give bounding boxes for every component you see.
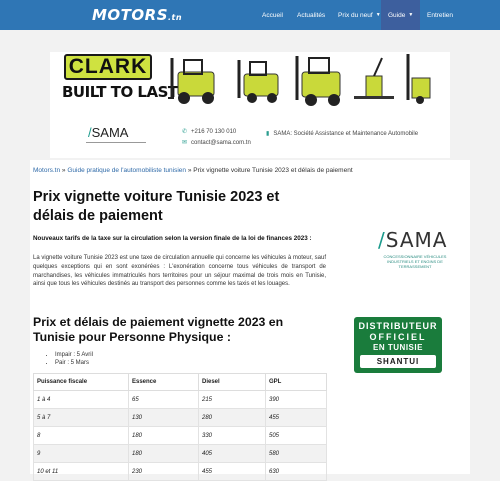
table-cell: 1 à 4 <box>34 391 129 409</box>
clark-ad-banner[interactable] <box>50 52 450 122</box>
forklift-illustrations <box>168 52 448 122</box>
phone-icon: ✆ <box>182 129 188 135</box>
shantui-ad-line: DISTRIBUTEUR <box>358 321 438 331</box>
section-heading: Prix et délais de paiement vignette 2023 en Tunisie pour Personne Physique : <box>33 315 284 344</box>
table-cell: 9 <box>34 445 129 463</box>
table-header-row <box>34 374 327 391</box>
top-navigation-bar <box>0 0 500 30</box>
shantui-ad-line: OFFICIEL <box>369 332 427 342</box>
breadcrumb-current: Prix vignette voiture Tunisie 2023 et délais de paiement <box>193 167 353 174</box>
sama-sidebar-ad[interactable] <box>348 228 448 268</box>
table-row <box>34 427 327 445</box>
phone-number: ✆ +216 70 130 010 <box>182 129 237 135</box>
table-cell: 130 <box>129 409 199 427</box>
table-cell: 215 <box>199 391 266 409</box>
shantui-ad-line: EN TUNISIE <box>373 343 423 352</box>
chevron-down-icon: ▼ <box>408 12 414 18</box>
breadcrumb-separator: » <box>61 167 66 174</box>
table-row <box>34 463 327 481</box>
page-title: Prix vignette voiture Tunisie 2023 et délais de paiement <box>33 189 280 224</box>
table-row <box>34 445 327 463</box>
forklift-icon <box>239 60 278 103</box>
table-row <box>34 391 327 409</box>
nav-prix-du-neuf[interactable]: Prix du neuf ▼ <box>338 11 381 19</box>
article-paragraph: La vignette voiture Tunisie 2023 est une taxe de circulation annuelle qui concerne les véhicules à moteur, sauf quelques exceptions qui en sont exonérées : L'exonération concerne tous véhicules de transport de marchandises, les véhicules immatriculés hors territoires pour un séjour maximal de trois mois en Tunisie, ainsi que tous les véhicules destinés au transport des personnes comme les taxis et les louages. <box>33 255 326 288</box>
breadcrumb-home-link[interactable]: Motors.tn <box>33 167 61 174</box>
table-cell: 180 <box>129 445 199 463</box>
contact-strip <box>50 122 450 158</box>
table-cell: 630 <box>266 463 327 481</box>
payment-deadlines-list <box>55 351 93 367</box>
sama-ad-caption: CONCESSIONNAIRE VÉHICULES INDUSTRIELS ET ENGINS DE TERRASSEMENT <box>383 254 447 269</box>
sama-logo-underline <box>86 142 146 148</box>
table-cell: 10 et 11 <box>34 463 129 481</box>
email-address[interactable]: ✉ contact@sama.com.tn <box>182 140 251 146</box>
company-icon: ▮ <box>266 131 270 137</box>
nav-actualites[interactable]: Actualités <box>297 11 326 19</box>
column-header: Puissance fiscale <box>34 374 129 391</box>
table-row <box>34 409 327 427</box>
table-cell: 65 <box>129 391 199 409</box>
table-cell: 8 <box>34 427 129 445</box>
breadcrumb <box>33 167 353 174</box>
forklift-icon <box>168 58 214 104</box>
table-cell: 330 <box>199 427 266 445</box>
column-header: GPL <box>266 374 327 391</box>
table-cell: 455 <box>199 463 266 481</box>
column-header: Diesel <box>199 374 266 391</box>
site-logo[interactable]: MOTORS.tn <box>92 6 183 24</box>
pallet-truck-icon <box>354 58 394 99</box>
list-item: • Impair : 5 Avril <box>55 351 93 359</box>
table-cell: 580 <box>266 445 327 463</box>
mail-icon: ✉ <box>182 140 188 146</box>
table-cell: 230 <box>129 463 199 481</box>
table-cell: 280 <box>199 409 266 427</box>
list-item: • Pair : 5 Mars <box>55 359 93 367</box>
chevron-down-icon: ▼ <box>375 12 381 18</box>
reach-truck-icon <box>408 54 430 104</box>
shantui-sidebar-ad[interactable] <box>354 317 442 373</box>
breadcrumb-separator: » <box>187 167 192 174</box>
nav-accueil[interactable]: Accueil <box>262 11 283 19</box>
vignette-price-table <box>33 373 327 481</box>
table-cell: 5 à 7 <box>34 409 129 427</box>
table-cell: 390 <box>266 391 327 409</box>
company-name: ▮ SAMA: Société Assistance et Maintenance Automobile <box>266 131 419 137</box>
column-header: Essence <box>129 374 199 391</box>
sama-ad-logo: /SAMA <box>378 228 448 252</box>
shantui-logo: SHANTUI <box>360 355 436 368</box>
forklift-icon <box>297 56 340 106</box>
table-cell: 180 <box>129 427 199 445</box>
clark-logo: CLARK <box>64 54 152 80</box>
table-cell: 455 <box>266 409 327 427</box>
nav-guide[interactable]: Guide ▼ <box>381 0 420 30</box>
article-lead: Nouveaux tarifs de la taxe sur la circulation selon la version finale de la loi de finances 2023 : <box>33 235 312 242</box>
nav-entretien[interactable]: Entretien <box>427 11 454 19</box>
clark-slogan: BUILT TO LAST <box>62 83 178 101</box>
article-content <box>30 160 470 474</box>
breadcrumb-guide-link[interactable]: Guide pratique de l'automobiliste tunisien <box>67 167 187 174</box>
table-cell: 505 <box>266 427 327 445</box>
sama-logo[interactable]: /SAMA <box>88 125 129 140</box>
table-cell: 405 <box>199 445 266 463</box>
